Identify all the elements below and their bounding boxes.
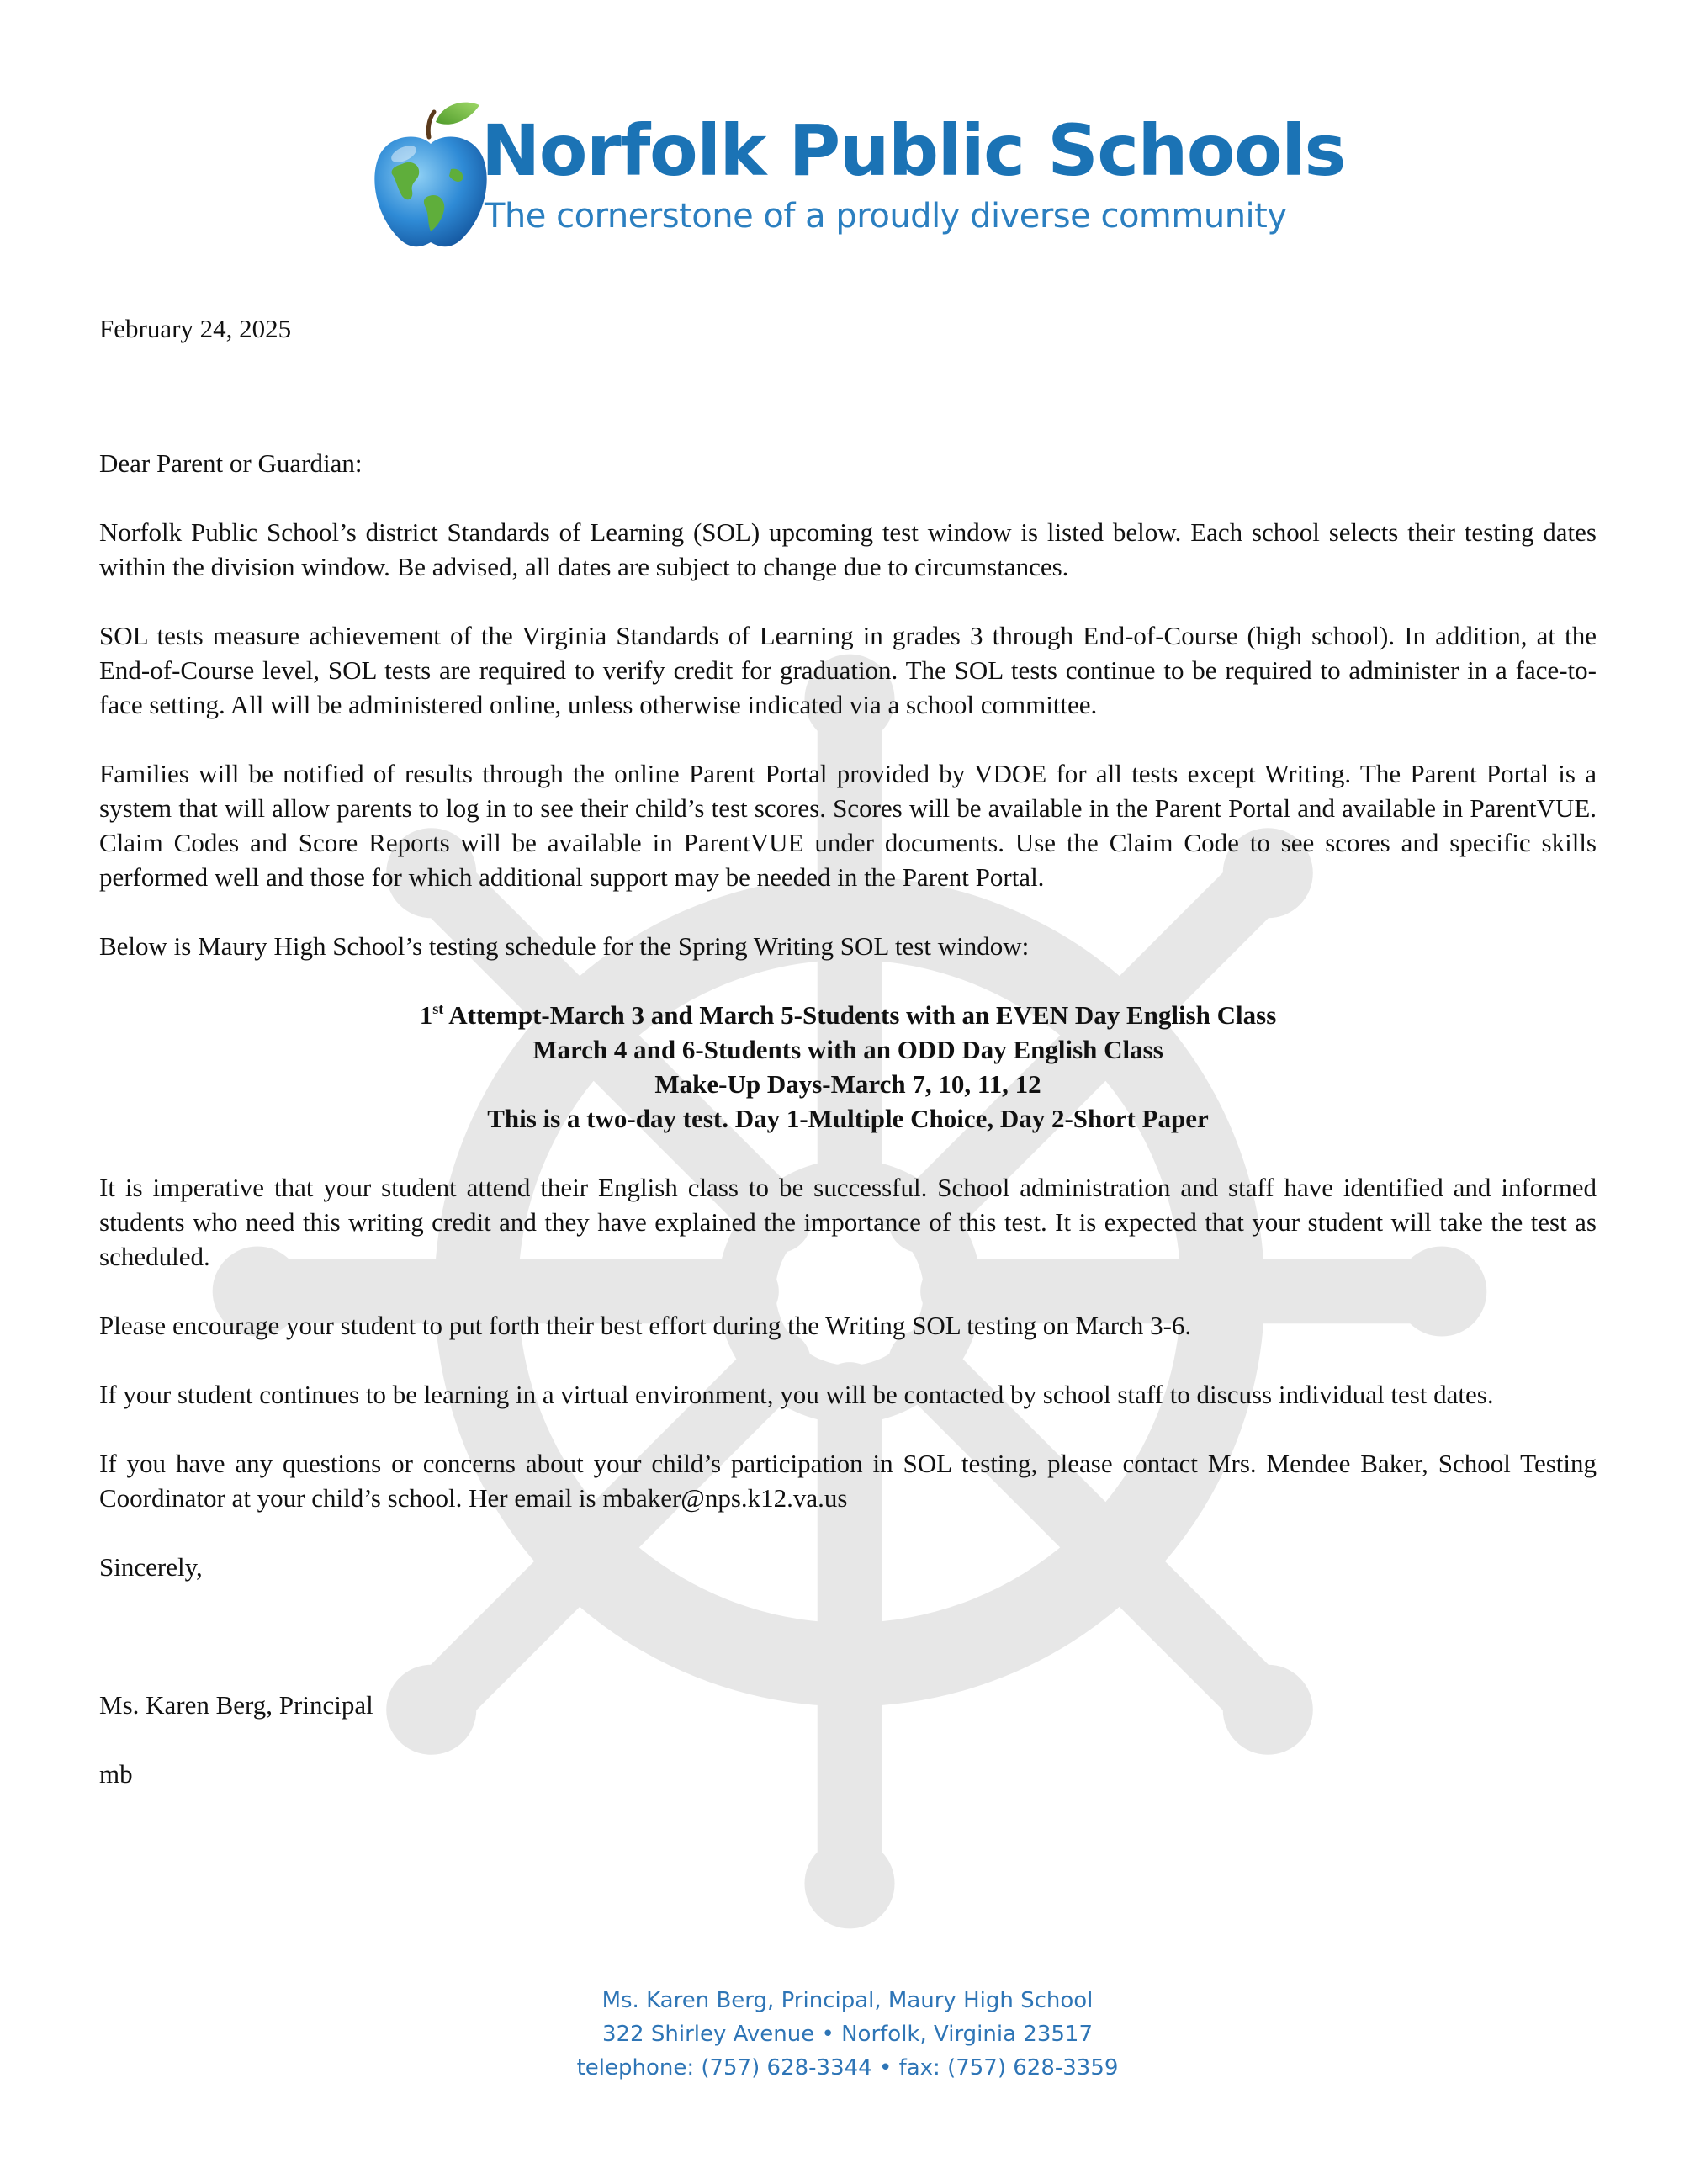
- paragraph-schedule-intro: Below is Maury High School’s testing schedule for the Spring Writing SOL test window:: [99, 931, 1030, 961]
- paragraph-test-window: Norfolk Public School’s district Standards of Learning (SOL) upcoming test window is listed below. Each school selects their testing dates within the division window. Be advised, all dates are subject to change due to circumstances.: [99, 517, 1597, 581]
- letter-salutation: Dear Parent or Guardian:: [99, 448, 363, 478]
- testing-schedule: [99, 998, 1597, 1136]
- org-name: Norfolk Public Schools: [481, 109, 1346, 192]
- schedule-line-first-attempt: 1st Attempt-March 3 and March 5-Students with an EVEN Day English Class: [419, 1000, 1277, 1030]
- footer-address-line: 322 Shirley Avenue • Norfolk, Virginia 23517: [601, 2022, 1094, 2047]
- schedule-line-odd-day: March 4 and 6-Students with an ODD Day English Class: [532, 1035, 1163, 1064]
- org-tagline: The cornerstone of a proudly diverse community: [485, 197, 1287, 236]
- letter-closing: Sincerely,: [99, 1552, 203, 1582]
- letter-initials: mb: [99, 1759, 133, 1789]
- letter-footer: [0, 1984, 1695, 2085]
- footer-phone-line: telephone: (757) 628-3344 • fax: (757) 628-3359: [576, 2055, 1119, 2081]
- apple-globe-logo-icon: [370, 97, 492, 252]
- schedule-line-two-day: This is a two-day test. Day 1-Multiple Choice, Day 2-Short Paper: [487, 1104, 1209, 1133]
- paragraph-contact: If you have any questions or concerns about your child’s participation in SOL testing, please contact Mrs. Mendee Baker, School Testing Coordinator at your child’s school. Her email is mbaker@nps.k12.va.us: [99, 1449, 1597, 1513]
- paragraph-virtual: If your student continues to be learning in a virtual environment, you will be contacted by school staff to discuss individual test dates.: [99, 1380, 1494, 1409]
- schedule-line-makeup: Make-Up Days-March 7, 10, 11, 12: [654, 1069, 1041, 1099]
- footer-principal-line: Ms. Karen Berg, Principal, Maury High School: [601, 1988, 1094, 2013]
- letterhead: [370, 97, 1363, 252]
- letter-signature: Ms. Karen Berg, Principal: [99, 1690, 373, 1720]
- paragraph-sol-overview: SOL tests measure achievement of the Virginia Standards of Learning in grades 3 through End-of-Course (high school). In addition, at the End-of-Course level, SOL tests are required to verify credit for graduation. The SOL tests continue to be required to administer in a face-to-face setting. All will be administered online, unless otherwise indicated via a school committee.: [99, 621, 1597, 719]
- letter-body: [99, 311, 1597, 1791]
- paragraph-attendance: It is imperative that your student attend their English class to be successful. School administration and staff have identified and informed students who need this writing credit and they have explained the importance of this test. It is expected that your student will take the test as scheduled.: [99, 1173, 1597, 1271]
- paragraph-results: Families will be notified of results through the online Parent Portal provided by VDOE for all tests except Writing. The Parent Portal is a system that will allow parents to log in to see their child’s test scores. Scores will be available in the Parent Portal and available in ParentVUE. Claim Codes and Score Reports will be available in ParentVUE under documents. Use the Claim Code to see scores and specific skills performed well and those for which additional support may be needed in the Parent Portal.: [99, 759, 1597, 892]
- paragraph-encourage: Please encourage your student to put forth their best effort during the Writing SOL testing on March 3-6.: [99, 1311, 1192, 1340]
- letter-date: February 24, 2025: [99, 314, 292, 343]
